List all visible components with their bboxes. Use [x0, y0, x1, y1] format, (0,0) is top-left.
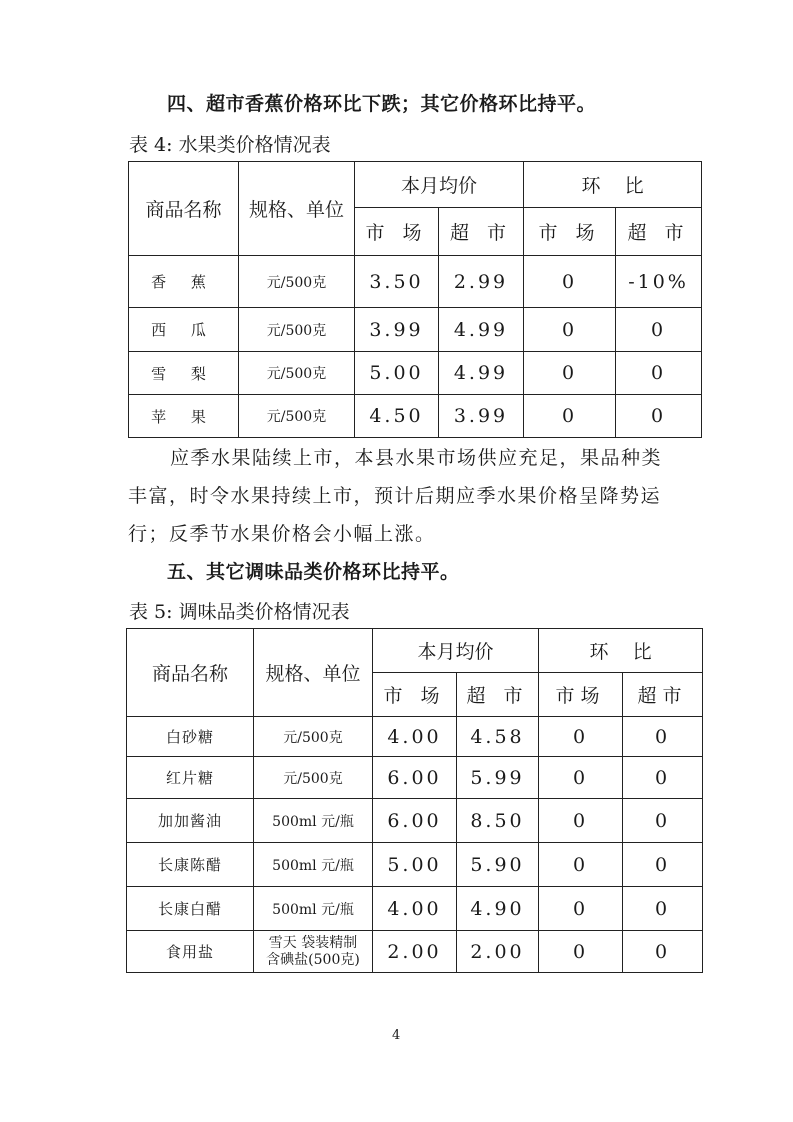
product-unit: 500ml 元/瓶: [254, 799, 373, 843]
mom-market: 0: [539, 757, 623, 799]
product-name: 苹 果: [129, 395, 239, 438]
table-4-caption: 表 4: 水果类价格情况表: [129, 134, 331, 156]
product-name: 加加酱油: [127, 799, 254, 843]
product-unit: 元/500克: [239, 256, 355, 308]
mom-market: 0: [539, 931, 623, 973]
header-monthly-avg: 本月均价: [355, 162, 524, 208]
avg-market-price: 4.00: [373, 717, 457, 757]
table-row: [127, 931, 703, 973]
header-spec-unit: 规格、单位: [239, 162, 355, 256]
table-row: [127, 717, 703, 757]
table-row: [127, 887, 703, 931]
product-unit: 元/500克: [254, 757, 373, 799]
product-unit: 500ml 元/瓶: [254, 843, 373, 887]
avg-market-price: 3.50: [355, 256, 439, 308]
table-row: [129, 308, 702, 352]
subheader-avg-market: 市 场: [373, 673, 457, 717]
product-name: 长康陈醋: [127, 843, 254, 887]
table-5-caption: 表 5: 调味品类价格情况表: [129, 601, 350, 623]
section-4-heading: 四、超市香蕉价格环比下跌；其它价格环比持平。: [167, 93, 597, 115]
avg-supermarket-price: 4.58: [457, 717, 539, 757]
mom-market: 0: [524, 352, 616, 395]
avg-supermarket-price: 4.90: [457, 887, 539, 931]
avg-supermarket-price: 8.50: [457, 799, 539, 843]
table-row: [127, 843, 703, 887]
mom-market: 0: [539, 799, 623, 843]
mom-market: 0: [539, 717, 623, 757]
subheader-mom-market: 市 场: [524, 208, 616, 256]
subheader-avg-supermarket: 超 市: [439, 208, 524, 256]
header-month-on-month: 环 比: [524, 162, 702, 208]
avg-market-price: 6.00: [373, 799, 457, 843]
mom-supermarket: 0: [616, 308, 702, 352]
avg-supermarket-price: 3.99: [439, 395, 524, 438]
subheader-mom-supermarket: 超市: [623, 673, 703, 717]
fruit-outlook-paragraph: [128, 439, 728, 553]
avg-market-price: 4.00: [373, 887, 457, 931]
product-unit-line: 雪天 袋装精制: [268, 934, 358, 951]
subheader-avg-market: 市 场: [355, 208, 439, 256]
avg-market-price: 4.50: [355, 395, 439, 438]
table-row: [129, 256, 702, 308]
mom-market: 0: [524, 256, 616, 308]
mom-supermarket: 0: [616, 352, 702, 395]
avg-supermarket-price: 5.90: [457, 843, 539, 887]
product-unit: [254, 931, 373, 973]
paragraph-line: 丰富，时令水果持续上市，预计后期应季水果价格呈降势运: [128, 485, 662, 507]
avg-market-price: 2.00: [373, 931, 457, 973]
mom-supermarket: 0: [623, 887, 703, 931]
header-spec-unit: 规格、单位: [254, 629, 373, 717]
paragraph-line: 应季水果陆续上市，本县水果市场供应充足，果品种类: [170, 447, 663, 469]
paragraph-line: 行；反季节水果价格会小幅上涨。: [128, 523, 436, 545]
table-row: [129, 352, 702, 395]
page-number: 4: [392, 1028, 401, 1043]
avg-supermarket-price: 5.99: [457, 757, 539, 799]
header-product-name: 商品名称: [127, 629, 254, 717]
mom-supermarket: 0: [623, 931, 703, 973]
avg-market-price: 3.99: [355, 308, 439, 352]
product-name: 香 蕉: [129, 256, 239, 308]
mom-market: 0: [539, 887, 623, 931]
fruit-price-table: [128, 161, 702, 438]
table-row: [127, 799, 703, 843]
mom-market: 0: [524, 308, 616, 352]
mom-supermarket: 0: [623, 717, 703, 757]
mom-supermarket: 0: [623, 843, 703, 887]
avg-supermarket-price: 4.99: [439, 308, 524, 352]
section-5-heading: 五、其它调味品类价格环比持平。: [167, 561, 460, 583]
avg-supermarket-price: 2.99: [439, 256, 524, 308]
mom-supermarket: 0: [623, 757, 703, 799]
mom-supermarket: 0: [623, 799, 703, 843]
avg-market-price: 6.00: [373, 757, 457, 799]
product-name: 红片糖: [127, 757, 254, 799]
subheader-avg-supermarket: 超 市: [457, 673, 539, 717]
product-unit: 500ml 元/瓶: [254, 887, 373, 931]
seasoning-price-table: [126, 628, 703, 973]
mom-supermarket: -10%: [616, 256, 702, 308]
mom-market: 0: [524, 395, 616, 438]
subheader-mom-supermarket: 超 市: [616, 208, 702, 256]
header-product-name: 商品名称: [129, 162, 239, 256]
avg-market-price: 5.00: [373, 843, 457, 887]
header-month-on-month: 环 比: [539, 629, 703, 673]
avg-market-price: 5.00: [355, 352, 439, 395]
product-name: 食用盐: [127, 931, 254, 973]
avg-supermarket-price: 4.99: [439, 352, 524, 395]
avg-supermarket-price: 2.00: [457, 931, 539, 973]
product-unit: 元/500克: [254, 717, 373, 757]
mom-supermarket: 0: [616, 395, 702, 438]
product-name: 长康白醋: [127, 887, 254, 931]
subheader-mom-market: 市场: [539, 673, 623, 717]
product-unit-line: 含碘盐(500克): [266, 951, 360, 968]
product-unit: 元/500克: [239, 352, 355, 395]
mom-market: 0: [539, 843, 623, 887]
product-name: 西 瓜: [129, 308, 239, 352]
product-name: 白砂糖: [127, 717, 254, 757]
table-row: [129, 395, 702, 438]
header-monthly-avg: 本月均价: [373, 629, 539, 673]
product-unit: 元/500克: [239, 395, 355, 438]
product-unit: 元/500克: [239, 308, 355, 352]
table-row: [127, 757, 703, 799]
product-name: 雪 梨: [129, 352, 239, 395]
